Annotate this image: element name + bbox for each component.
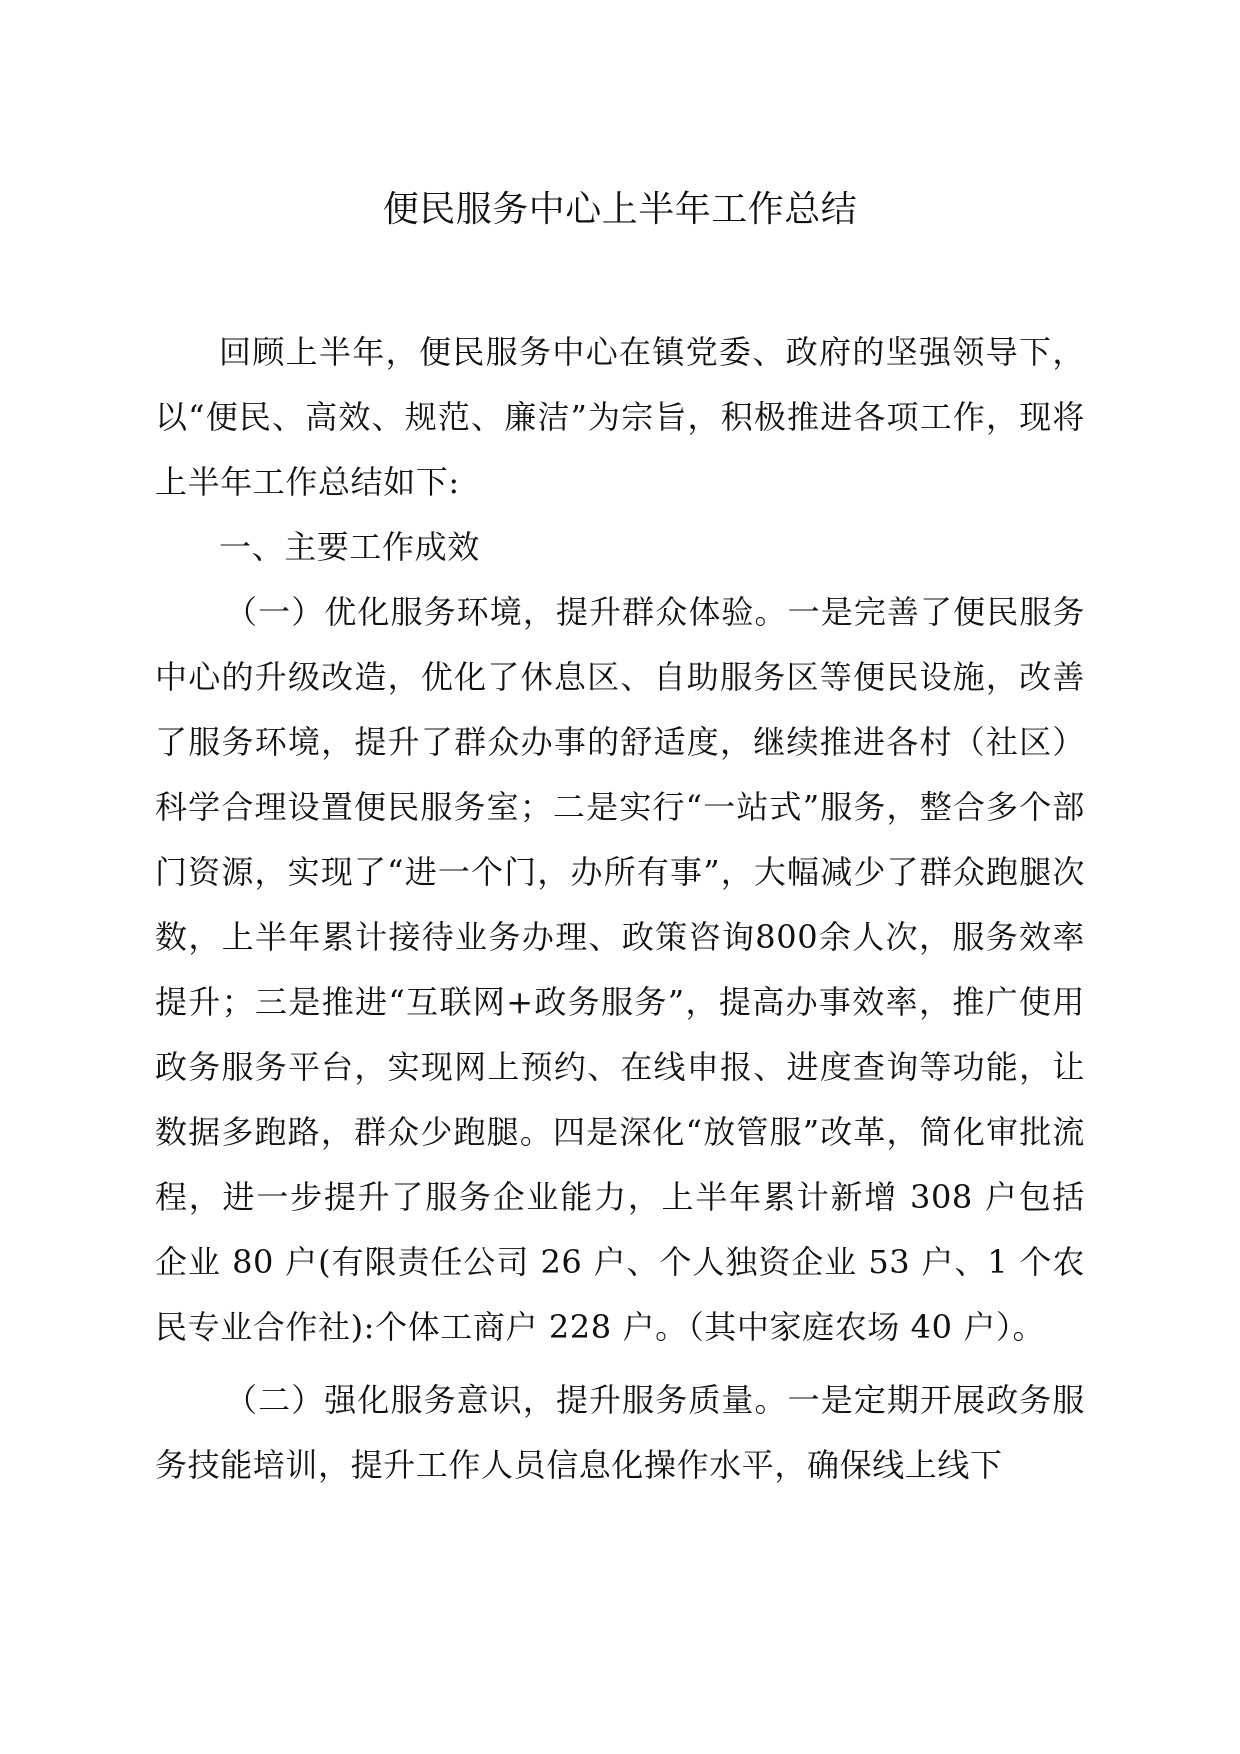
subsection-2-paragraph: （二）强化服务意识，提升服务质量。一是定期开展政务服务技能培训，提升工作人员信息化操作水平，确保线上线下 — [155, 1381, 1085, 1484]
section-heading-main-achievements: 一、主要工作成效 — [219, 528, 480, 566]
subsection-1-paragraph: （一）优化服务环境，提升群众体验。一是完善了便民服务中心的升级改造，优化了休息区、自助服务区等便民设施，改善了服务环境，提升了群众办事的舒适度，继续推进各村（社区）科学合理设置便民服务室；二是实行“一站式”服务，整合多个部门资源，实现了“进一个门，办所有事”，大幅减少了群众跑腿次数，上半年累计接待业务办理、政策咨询800余人次，服务效率提升；三是推进“互联网+政务服务”，提高办事效率，推广使用政务服务平台，实现网上预约、在线申报、进度查询等功能，让数据多跑路，群众少跑腿。四是深化“放管服”改革，简化审批流程，进一步提升了服务企业能力，上半年累计新增 308 户包括企业 80 户(有限责任公司 26 户、个人独资企业 53 户、1 个农民专业合作社):个体工商户 228 户。（其中家庭农场 40 户）。 — [155, 593, 1085, 1346]
document-body — [155, 320, 1085, 1498]
intro-paragraph: 回顾上半年，便民服务中心在镇党委、政府的坚强领导下，以“便民、高效、规范、廉洁”为宗旨，积极推进各项工作，现将上半年工作总结如下: — [155, 333, 1085, 501]
document-title: 便民服务中心上半年工作总结 — [382, 189, 858, 230]
